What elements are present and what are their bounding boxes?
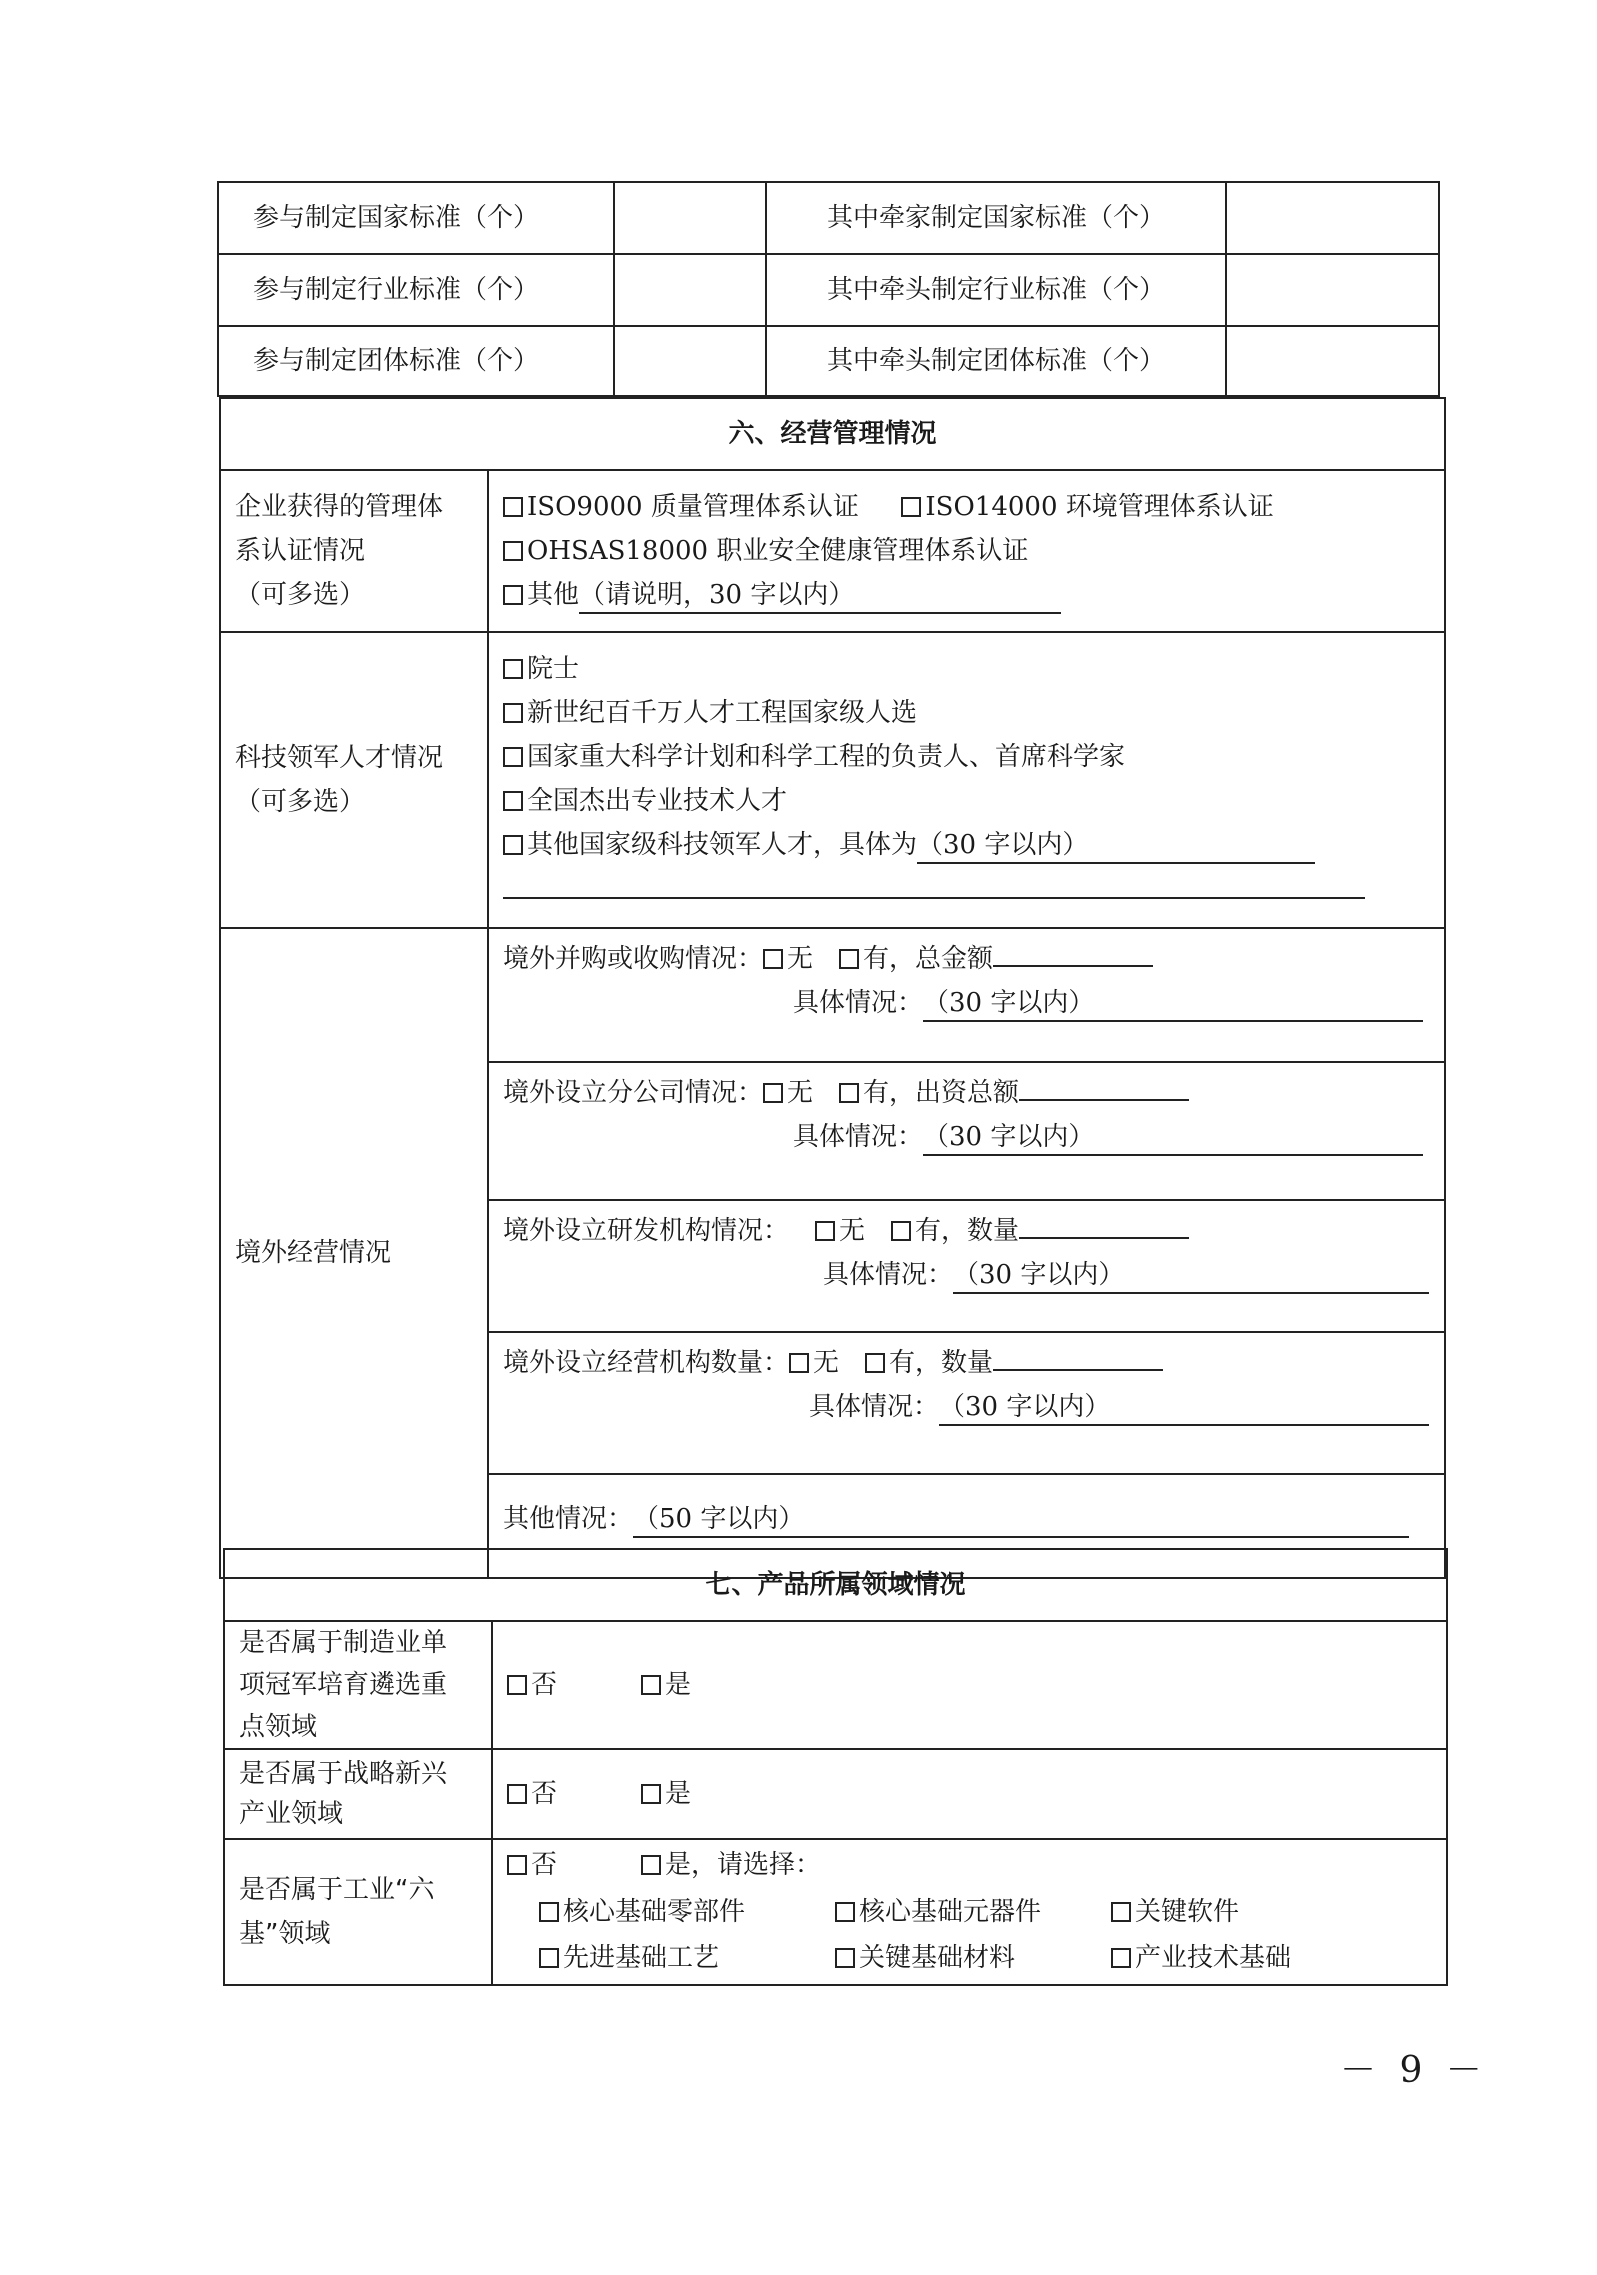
cert-other-checkbox[interactable] [503,585,523,605]
overseas-ma [489,929,1444,1063]
section-header-row [224,1549,1447,1621]
other-label: 其他情况： [503,1504,634,1534]
outstanding-talent-label: 全国杰出专业技术人才 [527,786,788,816]
overseas-label: 境外经营情况 [220,928,488,1578]
ohsas18000-label: OHSAS18000 职业安全健康管理体系认证 [527,536,1029,566]
key-software-checkbox[interactable] [1111,1902,1131,1922]
standards-table [217,181,1440,397]
q3-options [492,1839,1447,1985]
table-row [218,326,1439,396]
core-parts-checkbox[interactable] [539,1902,559,1922]
overseas-rnd [489,1201,1444,1333]
cert-label [220,470,488,632]
cert-other-input[interactable]: （请说明，30 字以内） [579,578,1061,614]
core-components-checkbox[interactable] [835,1902,855,1922]
iso9000-checkbox[interactable] [503,497,523,517]
ops-detail-label: 具体情况： [809,1392,940,1422]
q2-label [224,1749,492,1839]
q3-label-line: 是否属于工业“六 [239,1875,435,1905]
q2-no-label: 否 [531,1779,558,1809]
ops-no-checkbox[interactable] [789,1353,809,1373]
ops-yes-checkbox[interactable] [865,1353,885,1373]
ma-yes-checkbox[interactable] [839,949,859,969]
q2-yes-label: 是 [665,1779,692,1809]
lead-national-standard-label: 其中牵家制定国家标准（个） [766,182,1226,254]
lead-group-standard-label: 其中牵头制定团体标准（个） [766,326,1226,396]
ops-no-label: 无 [813,1348,840,1378]
academician-label: 院士 [527,654,580,684]
q1-no-checkbox[interactable] [507,1675,527,1695]
management-table [219,397,1446,1579]
ma-label: 境外并购或收购情况： [503,944,764,974]
q1-row [224,1621,1447,1749]
branch-no-label: 无 [787,1078,814,1108]
ma-detail-label: 具体情况： [793,988,924,1018]
iso14000-checkbox[interactable] [901,497,921,517]
talent-other-label: 其他国家级科技领军人才，具体为 [527,830,918,860]
talent-other-input-line2[interactable] [503,867,1365,899]
ohsas18000-checkbox[interactable] [503,541,523,561]
talent-other-input[interactable]: （30 字以内） [917,828,1315,864]
section6-title: 六、经营管理情况 [220,398,1445,470]
group-standard-input[interactable] [614,326,766,396]
rnd-no-checkbox[interactable] [815,1221,835,1241]
cert-label-line: （可多选） [235,580,366,610]
talent-project-checkbox[interactable] [503,703,523,723]
iso9000-label: ISO9000 质量管理体系认证 [527,492,859,522]
cert-label-line: 企业获得的管理体 [235,492,444,522]
table-row [218,182,1439,254]
page-number: － 9 － [1340,2050,1488,2091]
industry-standard-label: 参与制定行业标准（个） [218,254,614,326]
group-standard-label: 参与制定团体标准（个） [218,326,614,396]
rnd-detail-input[interactable]: （30 字以内） [953,1258,1429,1294]
cert-row [220,470,1445,632]
overseas-details [488,928,1445,1578]
other-input[interactable]: （50 字以内） [633,1502,1409,1538]
ma-yes-label: 有，总金额 [863,944,994,974]
key-materials-checkbox[interactable] [835,1948,855,1968]
national-standard-label: 参与制定国家标准（个） [218,182,614,254]
rnd-label: 境外设立研发机构情况： [503,1216,790,1246]
q3-yes-label: 是，请选择： [665,1850,822,1880]
cert-other-label: 其他 [527,580,580,610]
overseas-branch [489,1063,1444,1201]
core-parts-label: 核心基础零部件 [563,1897,746,1927]
table-row [218,254,1439,326]
rnd-count-input[interactable] [1019,1207,1189,1239]
lead-group-standard-input[interactable] [1226,326,1439,396]
ma-detail-input[interactable]: （30 字以内） [923,986,1423,1022]
branch-amount-input[interactable] [1019,1069,1189,1101]
key-materials-label: 关键基础材料 [859,1943,1016,1973]
q1-yes-label: 是 [665,1670,692,1700]
q3-yes-checkbox[interactable] [641,1855,661,1875]
q3-no-label: 否 [531,1850,558,1880]
talent-label-line: （可多选） [235,787,366,817]
ops-detail-input[interactable]: （30 字以内） [939,1390,1429,1426]
section7-title: 七、产品所属领域情况 [224,1549,1447,1621]
q2-yes-checkbox[interactable] [641,1784,661,1804]
iso14000-label: ISO14000 环境管理体系认证 [925,492,1274,522]
advanced-process-label: 先进基础工艺 [563,1943,720,1973]
ops-yes-label: 有，数量 [889,1348,994,1378]
q1-label-line: 项冠军培育遴选重 [239,1670,448,1700]
talent-options [488,632,1445,928]
lead-national-standard-input[interactable] [1226,182,1439,254]
advanced-process-checkbox[interactable] [539,1948,559,1968]
outstanding-talent-checkbox[interactable] [503,791,523,811]
chief-scientist-checkbox[interactable] [503,747,523,767]
product-domain-table [223,1548,1448,1986]
q3-no-checkbox[interactable] [507,1855,527,1875]
ops-count-input[interactable] [993,1339,1163,1371]
ma-amount-input[interactable] [993,935,1153,967]
branch-label: 境外设立分公司情况： [503,1078,764,1108]
core-components-label: 核心基础元器件 [859,1897,1042,1927]
q1-label-line: 点领域 [239,1712,318,1742]
q2-label-line: 产业领域 [239,1799,344,1829]
rnd-no-label: 无 [839,1216,866,1246]
q1-label [224,1621,492,1749]
industry-tech-base-label: 产业技术基础 [1135,1943,1292,1973]
q2-options [492,1749,1447,1839]
branch-detail-input[interactable]: （30 字以内） [923,1120,1423,1156]
cert-label-line: 系认证情况 [235,536,366,566]
industry-tech-base-checkbox[interactable] [1111,1948,1131,1968]
talent-other-checkbox[interactable] [503,835,523,855]
rnd-yes-label: 有，数量 [915,1216,1020,1246]
chief-scientist-label: 国家重大科学计划和科学工程的负责人、首席科学家 [527,742,1126,772]
lead-industry-standard-input[interactable] [1226,254,1439,326]
section-header-row [220,398,1445,470]
academician-checkbox[interactable] [503,659,523,679]
q3-label [224,1839,492,1985]
talent-label-line: 科技领军人才情况 [235,743,444,773]
rnd-yes-checkbox[interactable] [891,1221,911,1241]
industry-standard-input[interactable] [614,254,766,326]
lead-industry-standard-label: 其中牵头制定行业标准（个） [766,254,1226,326]
talent-row [220,632,1445,928]
q1-options [492,1621,1447,1749]
q3-label-line: 基”领域 [239,1919,331,1949]
talent-label [220,632,488,928]
branch-yes-checkbox[interactable] [839,1083,859,1103]
key-software-label: 关键软件 [1135,1897,1240,1927]
overseas-ops [489,1333,1444,1475]
branch-no-checkbox[interactable] [763,1083,783,1103]
q3-row [224,1839,1447,1985]
talent-project-label: 新世纪百千万人才工程国家级人选 [527,698,918,728]
national-standard-input[interactable] [614,182,766,254]
q2-no-checkbox[interactable] [507,1784,527,1804]
ma-no-label: 无 [787,944,814,974]
q1-label-line: 是否属于制造业单 [239,1628,448,1658]
q2-label-line: 是否属于战略新兴 [239,1759,448,1789]
cert-options [488,470,1445,632]
ma-no-checkbox[interactable] [763,949,783,969]
ops-label: 境外设立经营机构数量： [503,1348,790,1378]
branch-detail-label: 具体情况： [793,1122,924,1152]
q1-yes-checkbox[interactable] [641,1675,661,1695]
q2-row [224,1749,1447,1839]
rnd-detail-label: 具体情况： [823,1260,954,1290]
overseas-row [220,928,1445,1578]
branch-yes-label: 有，出资总额 [863,1078,1020,1108]
q1-no-label: 否 [531,1670,558,1700]
